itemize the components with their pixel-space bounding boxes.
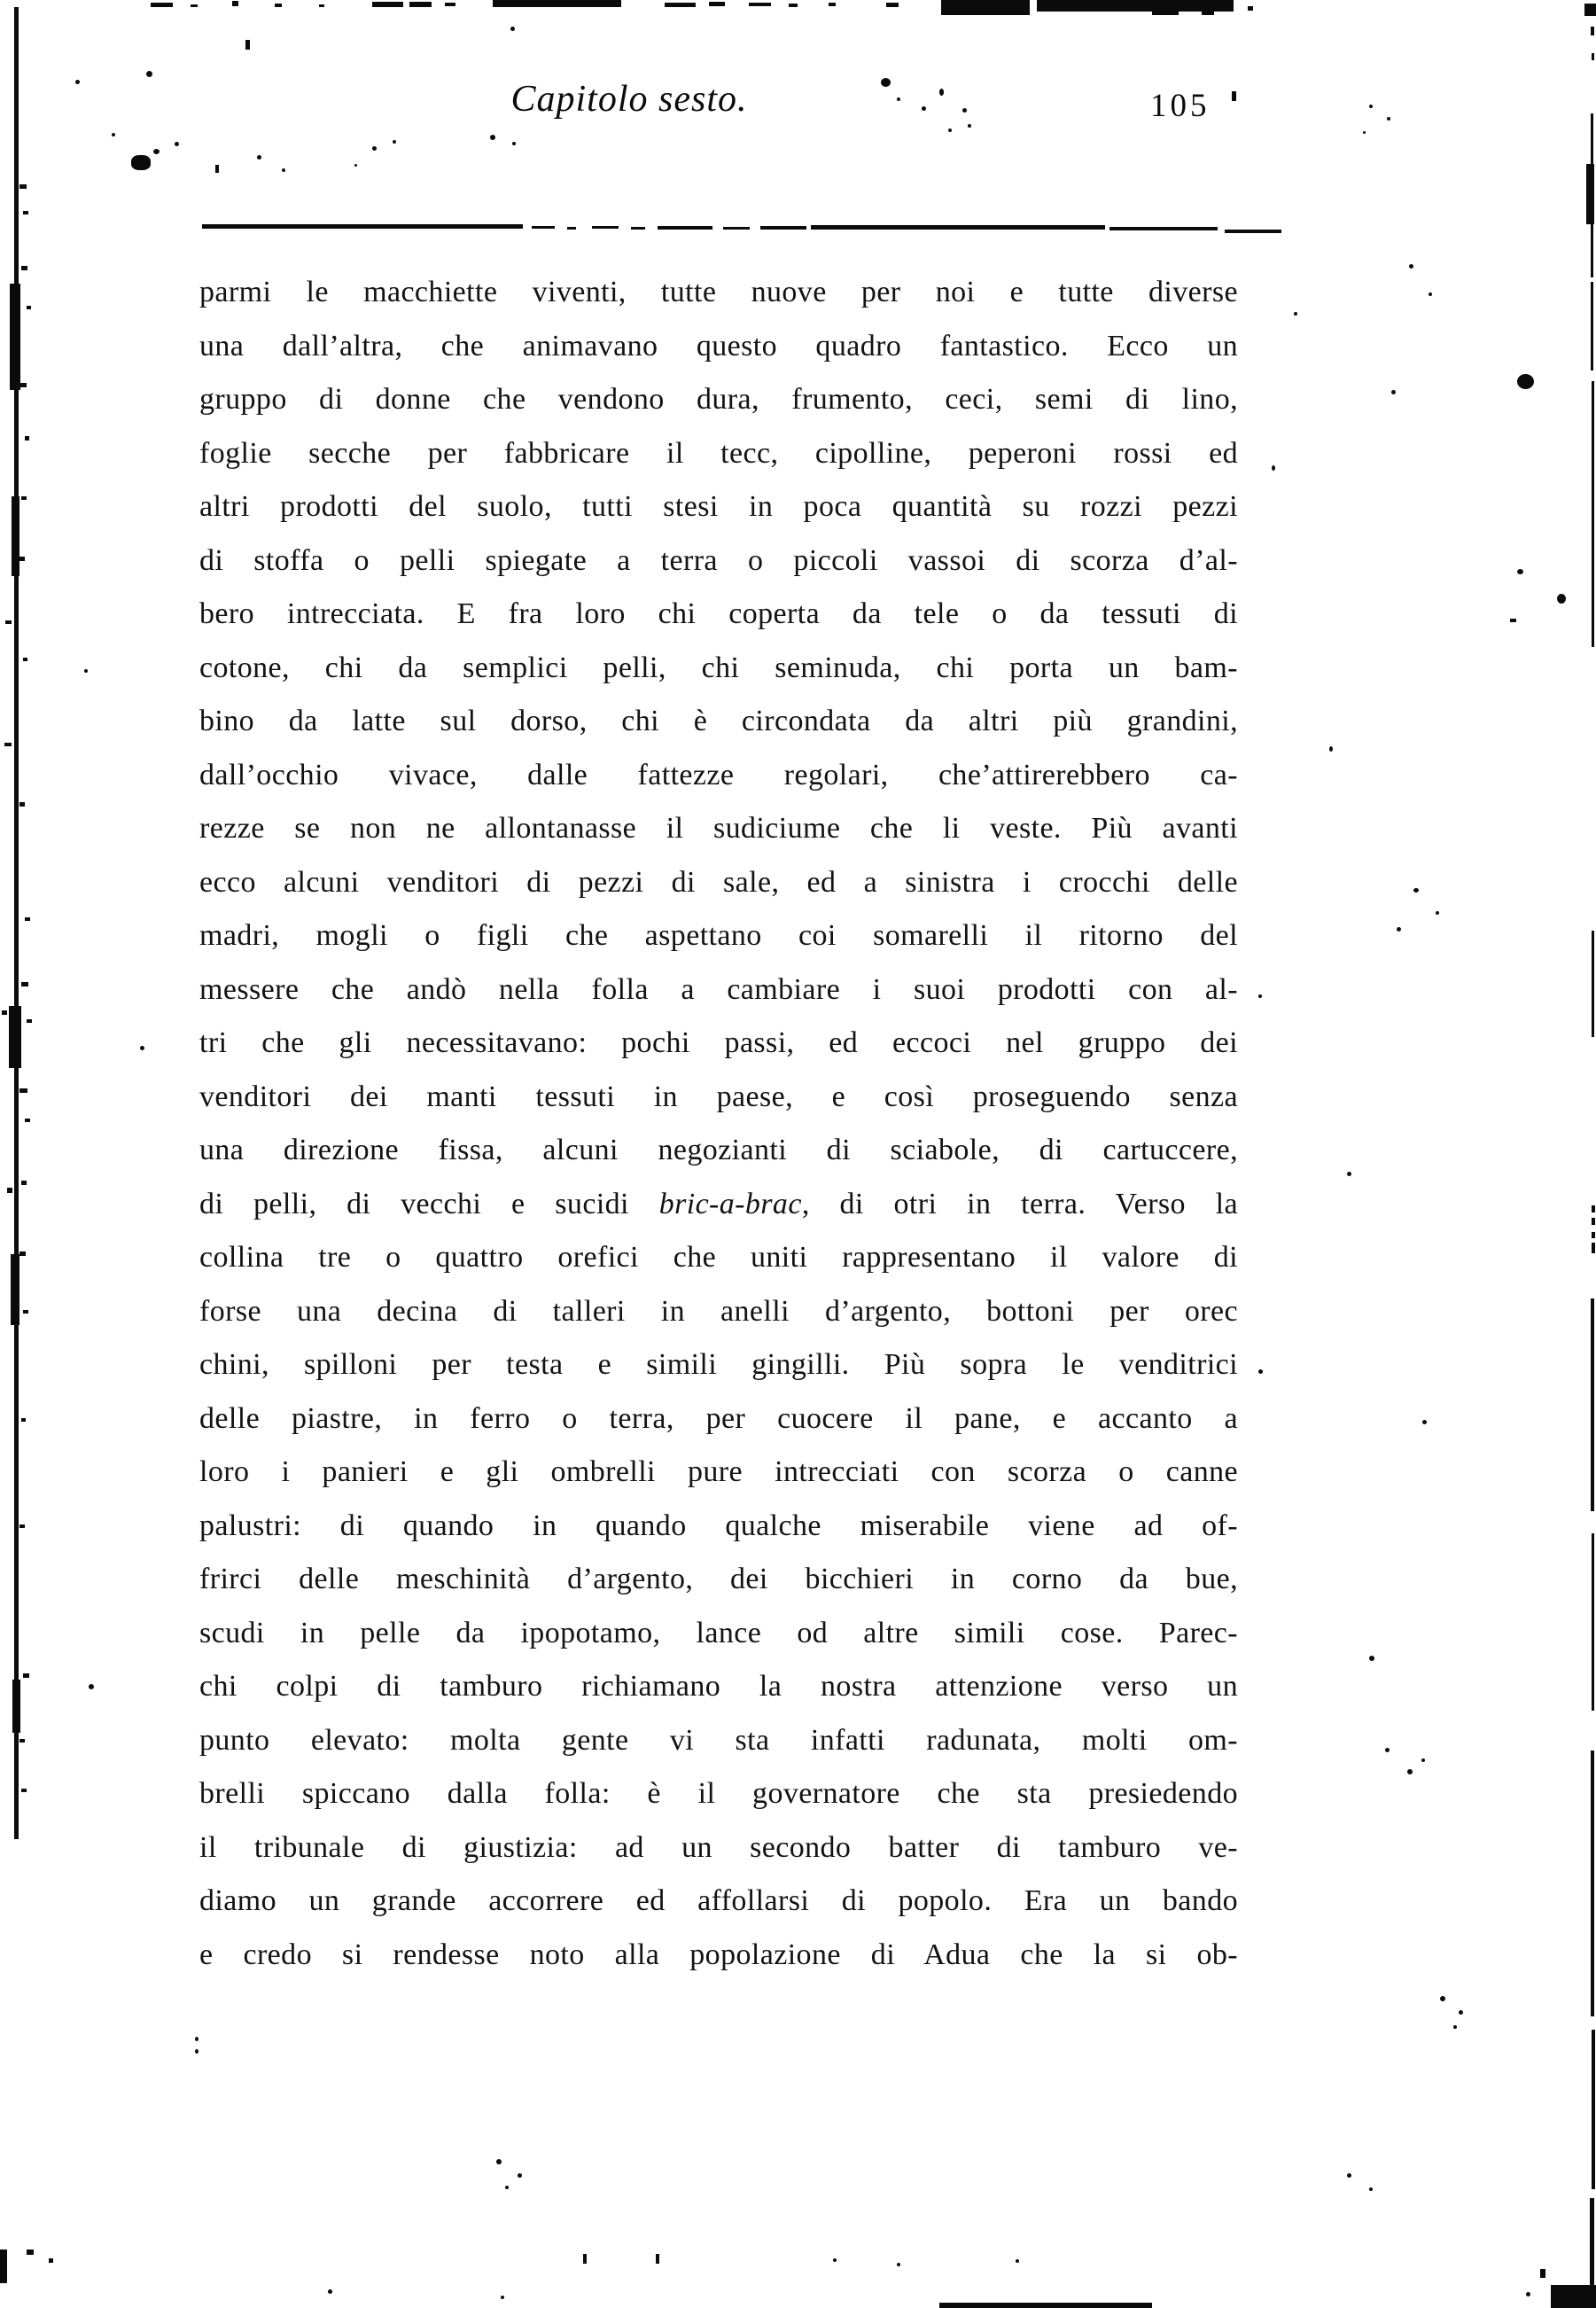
ink-speck [84,669,88,673]
ink-speck [1202,12,1214,15]
ink-speck [1557,594,1566,604]
text-segment: di stoffa o pelli spiegate a terra o piccoli vassoi di scorza d’al- [199,543,1238,577]
text-segment: punto elevato: molta gente vi sta infatti radunata, molti om- [199,1723,1238,1757]
ink-speck [1592,381,1594,647]
ink-speck [1369,2187,1373,2191]
ink-speck [1272,465,1275,471]
text-segment: una dall’altra, che animavano questo quadro fantastico. Ecco un [199,329,1238,363]
ink-speck [1421,1758,1425,1762]
text-segment: gruppo di donne che vendono dura, frumento, ceci, semi di lino, [199,383,1238,416]
text-segment: messere che andò nella folla a cambiare i suoi prodotti con al- [199,972,1238,1006]
ink-speck [505,2186,509,2189]
ink-speck [23,1310,28,1314]
ink-speck [897,2263,900,2266]
ink-speck [4,743,12,746]
ink-speck [1586,164,1594,224]
body-text [199,266,1238,1982]
ink-speck [749,3,771,6]
text-line [199,1929,1238,1983]
ink-speck [21,1181,27,1185]
ink-speck [968,124,971,128]
text-segment: altri prodotti del suolo, tutti stesi in poca quantità su rozzi pezzi [199,490,1238,523]
text-line [199,266,1238,320]
ink-speck [232,1,238,6]
ink-speck [789,4,798,7]
ink-speck [10,284,20,390]
text-segment: tri che gli necessitavano: pochi passi, ed eccoci nel gruppo dei [199,1026,1238,1059]
text-line [199,909,1238,963]
ink-speck [19,383,27,387]
ink-speck [922,106,926,111]
text-line [199,1285,1238,1339]
ink-speck [1329,746,1333,752]
text-line [199,1660,1238,1714]
ink-speck [1517,569,1523,574]
text-segment: brelli spiccano dalla folla: è il governatore che sta presiedendo [199,1777,1238,1810]
ink-speck [27,2250,34,2255]
text-line [199,1446,1238,1500]
text-line [199,1553,1238,1607]
text-line [199,1392,1238,1446]
ink-speck [656,2254,659,2264]
text-segment: cotone, chi da semplici pelli, chi seminuda, chi porta un bam- [199,651,1238,684]
ink-speck [948,129,952,132]
ink-speck [1347,1172,1351,1176]
ink-speck [1591,1750,1594,2016]
text-segment: bero intrecciata. E fra loro chi coperta da tele o da tessuti di [199,597,1238,630]
text-line [199,1875,1238,1929]
text-line [199,480,1238,534]
ink-speck [25,917,30,921]
ink-speck [49,2258,53,2263]
ink-speck [19,184,27,189]
ink-speck [257,155,261,160]
ink-speck [131,155,151,170]
text-segment: madri, mogli o figli che aspettano coi somarelli il ritorno del [199,919,1238,952]
ink-speck [215,165,219,173]
ink-speck [1232,91,1236,101]
text-segment: loro i panieri e gli ombrelli pure intrecciati con scorza o canne [199,1455,1238,1488]
ink-speck [19,557,25,561]
text-segment: delle piastre, in ferro o terra, per cuocere il pane, e accanto a [199,1401,1238,1435]
ink-speck [11,1254,19,1325]
ink-speck [1248,6,1253,11]
ink-speck [2,1010,7,1015]
ink-speck [1592,53,1594,60]
ink-speck [1459,2010,1463,2015]
ink-speck [75,80,80,84]
ink-speck [1591,113,1593,277]
ink-speck [1429,292,1432,296]
ink-speck [1592,2030,1595,2189]
text-segment: ecco alcuni venditori di pezzi di sale, ed a sinistra i crocchi delle [199,865,1238,899]
ink-speck [175,142,179,146]
ink-speck [1016,2259,1019,2263]
ink-speck [191,4,198,7]
text-segment: diamo un grande accorrere ed affollarsi di popolo. Era un bando [199,1884,1238,1917]
ink-speck [25,436,29,441]
ink-speck [941,0,1030,15]
text-segment: chi colpi di tamburo richiamano la nostra attenzione verso un [199,1670,1238,1703]
ink-speck [1590,2198,1594,2308]
ink-speck [245,40,250,50]
ink-speck [12,1680,20,1733]
chapter-title: Capitolo sesto. [510,79,748,120]
ink-speck [25,1119,30,1122]
text-line [199,749,1238,803]
text-segment: il tribunale di giustizia: ad un secondo batter di tamburo ve- [199,1830,1238,1864]
ink-speck [14,7,19,1839]
text-segment: frirci delle meschinità d’argento, dei bicchieri in corno da bue, [199,1563,1238,1595]
ink-speck [19,1739,25,1743]
ink-speck [372,146,377,151]
text-segment: bino da latte sul dorso, chi è circondata da altri più grandini, [199,705,1238,737]
ink-speck [518,2173,522,2178]
ink-speck [7,1188,12,1193]
ink-speck [328,2289,332,2294]
text-line [199,1017,1238,1071]
ink-speck [275,4,282,7]
ink-speck [709,2,725,6]
ink-speck [939,89,944,96]
text-segment: palustri: di quando in quando qualche miserabile viene ad of- [199,1509,1238,1542]
ink-speck [501,2296,504,2299]
ink-speck [665,3,696,7]
ink-speck [829,3,836,6]
ink-speck [1385,1748,1390,1752]
ink-speck [1592,1205,1595,1212]
ink-speck [23,1673,29,1678]
ink-speck [1526,2292,1530,2296]
ink-speck [282,168,285,172]
ink-speck [1258,994,1262,998]
ink-speck [1391,390,1396,394]
text-segment: chini, spilloni per testa e simili gingilli. Più sopra le venditrici [199,1348,1238,1381]
ink-speck [1413,888,1419,893]
ink-speck [1592,1232,1595,1238]
ink-speck [1363,131,1366,134]
text-segment: una direzione fissa, alcuni negozianti di sciabole, di cartuccere, [199,1134,1238,1166]
ink-speck [1409,264,1413,269]
ink-speck [5,620,12,624]
ink-speck [27,306,31,309]
text-line [199,534,1238,589]
ink-speck [1258,1369,1263,1374]
ink-speck [372,2,403,7]
ink-speck [1591,27,1594,35]
text-line [199,1178,1238,1232]
ink-speck [1152,12,1179,15]
ink-speck [319,4,324,7]
text-segment: dall’occhio vivace, dalle fattezze regolari, che’attirerebbero ca- [199,758,1238,791]
ink-speck [21,1789,27,1792]
ink-speck [1369,105,1373,108]
ink-speck [833,2258,837,2262]
text-line [199,320,1238,374]
ink-speck [140,1046,144,1050]
ink-speck [21,1418,26,1422]
text-segment: scudi in pelle da ipopotamo, lance od altre simili cose. Parec- [199,1616,1238,1649]
text-line [199,1821,1238,1875]
ink-speck [195,2037,199,2041]
ink-speck [493,0,621,7]
text-line [199,1607,1238,1661]
text-segment: , di otri in terra. Verso la [801,1187,1238,1220]
text-line [199,1767,1238,1821]
ink-speck [496,2159,502,2164]
ink-speck [19,1251,26,1256]
text-line [199,642,1238,696]
page-number: 105 [1150,88,1211,124]
ink-speck [146,71,152,77]
text-segment: rezze se non ne allontanasse il sudiciume che li veste. Più avanti [199,812,1238,845]
ink-speck [1591,1298,1594,1511]
ink-speck [1453,2025,1457,2029]
ink-speck [1592,1243,1595,1253]
ink-speck [1551,2285,1596,2308]
ink-speck [89,1684,94,1689]
ink-speck [897,97,900,101]
text-line [199,695,1238,749]
text-segment: e credo si rendesse noto alla popolazione di Adua che la si ob- [199,1938,1238,1971]
ink-speck [12,496,19,576]
text-line [199,1071,1238,1125]
ink-speck [21,496,27,500]
ink-speck [1387,117,1390,121]
text-line [199,1124,1238,1178]
ink-speck [1397,927,1401,932]
text-line [199,963,1238,1018]
ink-speck [445,3,455,6]
ink-speck [21,982,28,986]
text-segment: parmi le macchiette viventi, tutte nuove per noi e tutte diverse [199,276,1238,308]
ink-speck [962,108,967,113]
text-line [199,1338,1238,1392]
ink-speck [490,135,495,140]
ink-speck [1584,4,1596,16]
italic-phrase: bric-a-brac [658,1187,802,1220]
text-line [199,588,1238,642]
ink-speck [21,266,27,270]
ink-speck [409,2,432,7]
ink-speck [19,1088,27,1093]
text-line [199,373,1238,427]
ink-speck [1592,1533,1594,1711]
ink-speck [510,27,515,31]
text-line [199,802,1238,856]
text-segment: collina tre o quattro orefici che uniti rappresentano il valore di [199,1241,1238,1274]
ink-speck [1369,1656,1374,1661]
ink-speck [393,140,396,144]
ink-speck [512,142,516,145]
ink-speck [151,3,173,7]
text-line [199,1231,1238,1285]
ink-speck [1592,931,1594,1037]
text-segment: di pelli, di vecchi e sucidi [199,1187,659,1220]
ink-speck [354,164,357,167]
ink-speck [0,2250,7,2283]
text-segment: venditori dei manti tessuti in paese, e così proseguendo senza [199,1080,1238,1113]
ink-speck [1540,2269,1545,2278]
ink-speck [886,3,899,7]
ink-speck [23,211,28,214]
ink-speck [1592,1218,1595,1225]
ink-speck [23,658,27,661]
text-line [199,856,1238,910]
ink-speck [27,1019,32,1023]
ink-speck [1407,1769,1413,1774]
text-segment: foglie secche per fabbricare il tecc, cipolline, peperoni rossi ed [199,436,1238,470]
ink-speck [1517,374,1534,389]
ink-speck [9,1006,21,1068]
text-line [199,1500,1238,1554]
ink-speck [1510,619,1516,622]
ink-speck [1440,1996,1445,2001]
ink-speck [1347,2173,1351,2178]
ink-speck [153,149,160,154]
ink-speck [1422,1420,1427,1424]
ink-speck [19,802,25,807]
ink-speck [112,133,115,136]
ink-speck [1294,312,1297,316]
ink-speck [881,78,891,87]
text-segment: forse una decina di talleri in anelli d’argento, bottoni per orec [199,1294,1238,1328]
ink-speck [1591,282,1593,370]
ink-speck [939,2303,1152,2308]
ink-speck [1436,911,1439,915]
ink-speck [19,1524,25,1528]
text-line [199,427,1238,481]
text-line [199,1714,1238,1768]
ink-speck [195,2049,199,2054]
ink-speck [1037,0,1234,12]
ink-speck [583,2254,587,2264]
